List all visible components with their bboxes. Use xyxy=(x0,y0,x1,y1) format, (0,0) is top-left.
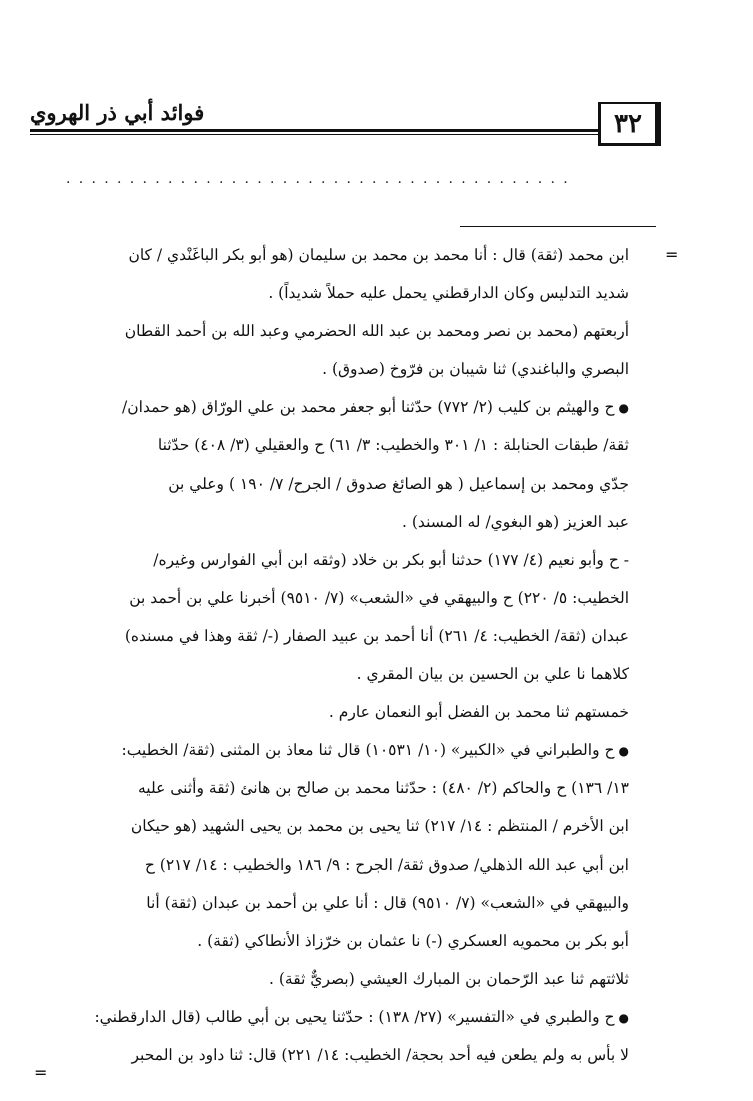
text-line: ابن محمد (ثقة) قال : أنا محمد بن محمد بن سليمان (هو أبو بكر الباغَنْدي / كان xyxy=(128,246,629,264)
text-line: ابن أبي عبد الله الذهلي/ صدوق ثقة/ الجرح : ٩/ ١٨٦ والخطيب : ١٤/ ٢١٧) ح xyxy=(144,855,629,874)
text-line: ١٣/ ١٣٦) ح والحاكم (٢/ ٤٨٠) : حدّثنا محمد بن صالح بن هانئ (ثقة وأثنى عليه xyxy=(137,779,629,798)
text-line: كلاهما نا علي بن الحسين بن بيان المقري . xyxy=(356,665,629,684)
continuation-mark-bottom: = xyxy=(34,1063,48,1082)
text-line: شديد التدليس وكان الدارقطني يحمل عليه حملاً شديداً) . xyxy=(268,284,629,303)
text-line: ابن الأخرم / المنتظم : ١٤/ ٢١٧) ثنا يحيى بن محمد بن يحيى الشهيد (هو حيكان xyxy=(130,817,629,836)
page-header xyxy=(30,86,658,146)
text-line: ● ح والطبراني في «الكبير» (١٠/ ١٠٥٣١) قال ثنا معاذ بن المثنى (ثقة/ الخطيب: xyxy=(52,731,629,769)
running-title: فوائد أبي ذر الهروي xyxy=(30,100,205,125)
text-line: والبيهقي في «الشعب» (٧/ ٩٥١٠) قال : أنا علي بن أحمد بن عبدان (ثقة) أنا xyxy=(146,893,629,912)
text-line: عبدان (ثقة/ الخطيب: ٤/ ٢٦١) أنا أحمد بن عبيد الصفار (-/ ثقة وهذا في مسنده) xyxy=(124,626,629,645)
text-line: خمستهم ثنا محمد بن الفضل أبو النعمان عارم . xyxy=(328,703,629,722)
text-line: ثلاثتهم ثنا عبد الرّحمان بن المبارك العيشي (بصريٌّ ثقة) . xyxy=(269,969,629,988)
text-line: الخطيب: ٥/ ٢٢٠) ح والبيهقي في «الشعب» (٧/ ٩٥١٠) أخبرنا علي بن أحمد بن xyxy=(129,588,629,607)
text-line: ثقة/ طبقات الحنابلة : ١/ ٣٠١ والخطيب: ٣/ ٦١) ح والعقيلي (٣/ ٤٠٨) حدّثنا xyxy=(157,436,629,455)
text-line: جدّي ومحمد بن إسماعيل ( هو الصائغ صدوق / الجرح/ ٧/ ١٩٠ ) وعلي بن xyxy=(168,474,629,493)
footnote-text xyxy=(52,236,629,1076)
header-rule-thin xyxy=(30,134,598,135)
text-line: ● ح والطبري في «التفسير» (٢٧/ ١٣٨) : حدّثنا يحيى بن أبي طالب (قال الدارقطني: xyxy=(52,998,629,1036)
text-line: ● ح والهيثم بن كليب (٢/ ٧٧٢) حدّثنا أبو جعفر محمد بن علي الورّاق (هو حمدان/ xyxy=(52,388,629,426)
text-line: أبو بكر بن محمويه العسكري (-) نا عثمان بن خرّزاذ الأنطاكي (ثقة) . xyxy=(197,931,629,950)
footnote-separator xyxy=(460,226,656,227)
text-line: - ح وأبو نعيم (٤/ ١٧٧) حدثنا أبو بكر بن خلاد (وثقه ابن أبي الفوارس وغيره/ xyxy=(153,550,629,569)
dotted-separator: ........................................ xyxy=(66,172,577,186)
text-line: البصري والباغندي) ثنا شيبان بن فرّوخ (صدوق) . xyxy=(322,360,629,379)
text-line: أربعتهم (محمد بن نصر ومحمد بن عبد الله الحضرمي وعبد الله بن أحمد القطان xyxy=(124,322,629,341)
header-rule-thick xyxy=(30,129,598,132)
continuation-mark-top: = xyxy=(665,245,679,264)
text-line: لا بأس به ولم يطعن فيه أحد بحجة/ الخطيب: ١٤/ ٢٢١) قال: ثنا داود بن المحبر xyxy=(131,1045,629,1064)
page-number: ٣٢ xyxy=(598,102,658,146)
text-line: عبد العزيز (هو البغوي/ له المسند) . xyxy=(402,512,629,531)
